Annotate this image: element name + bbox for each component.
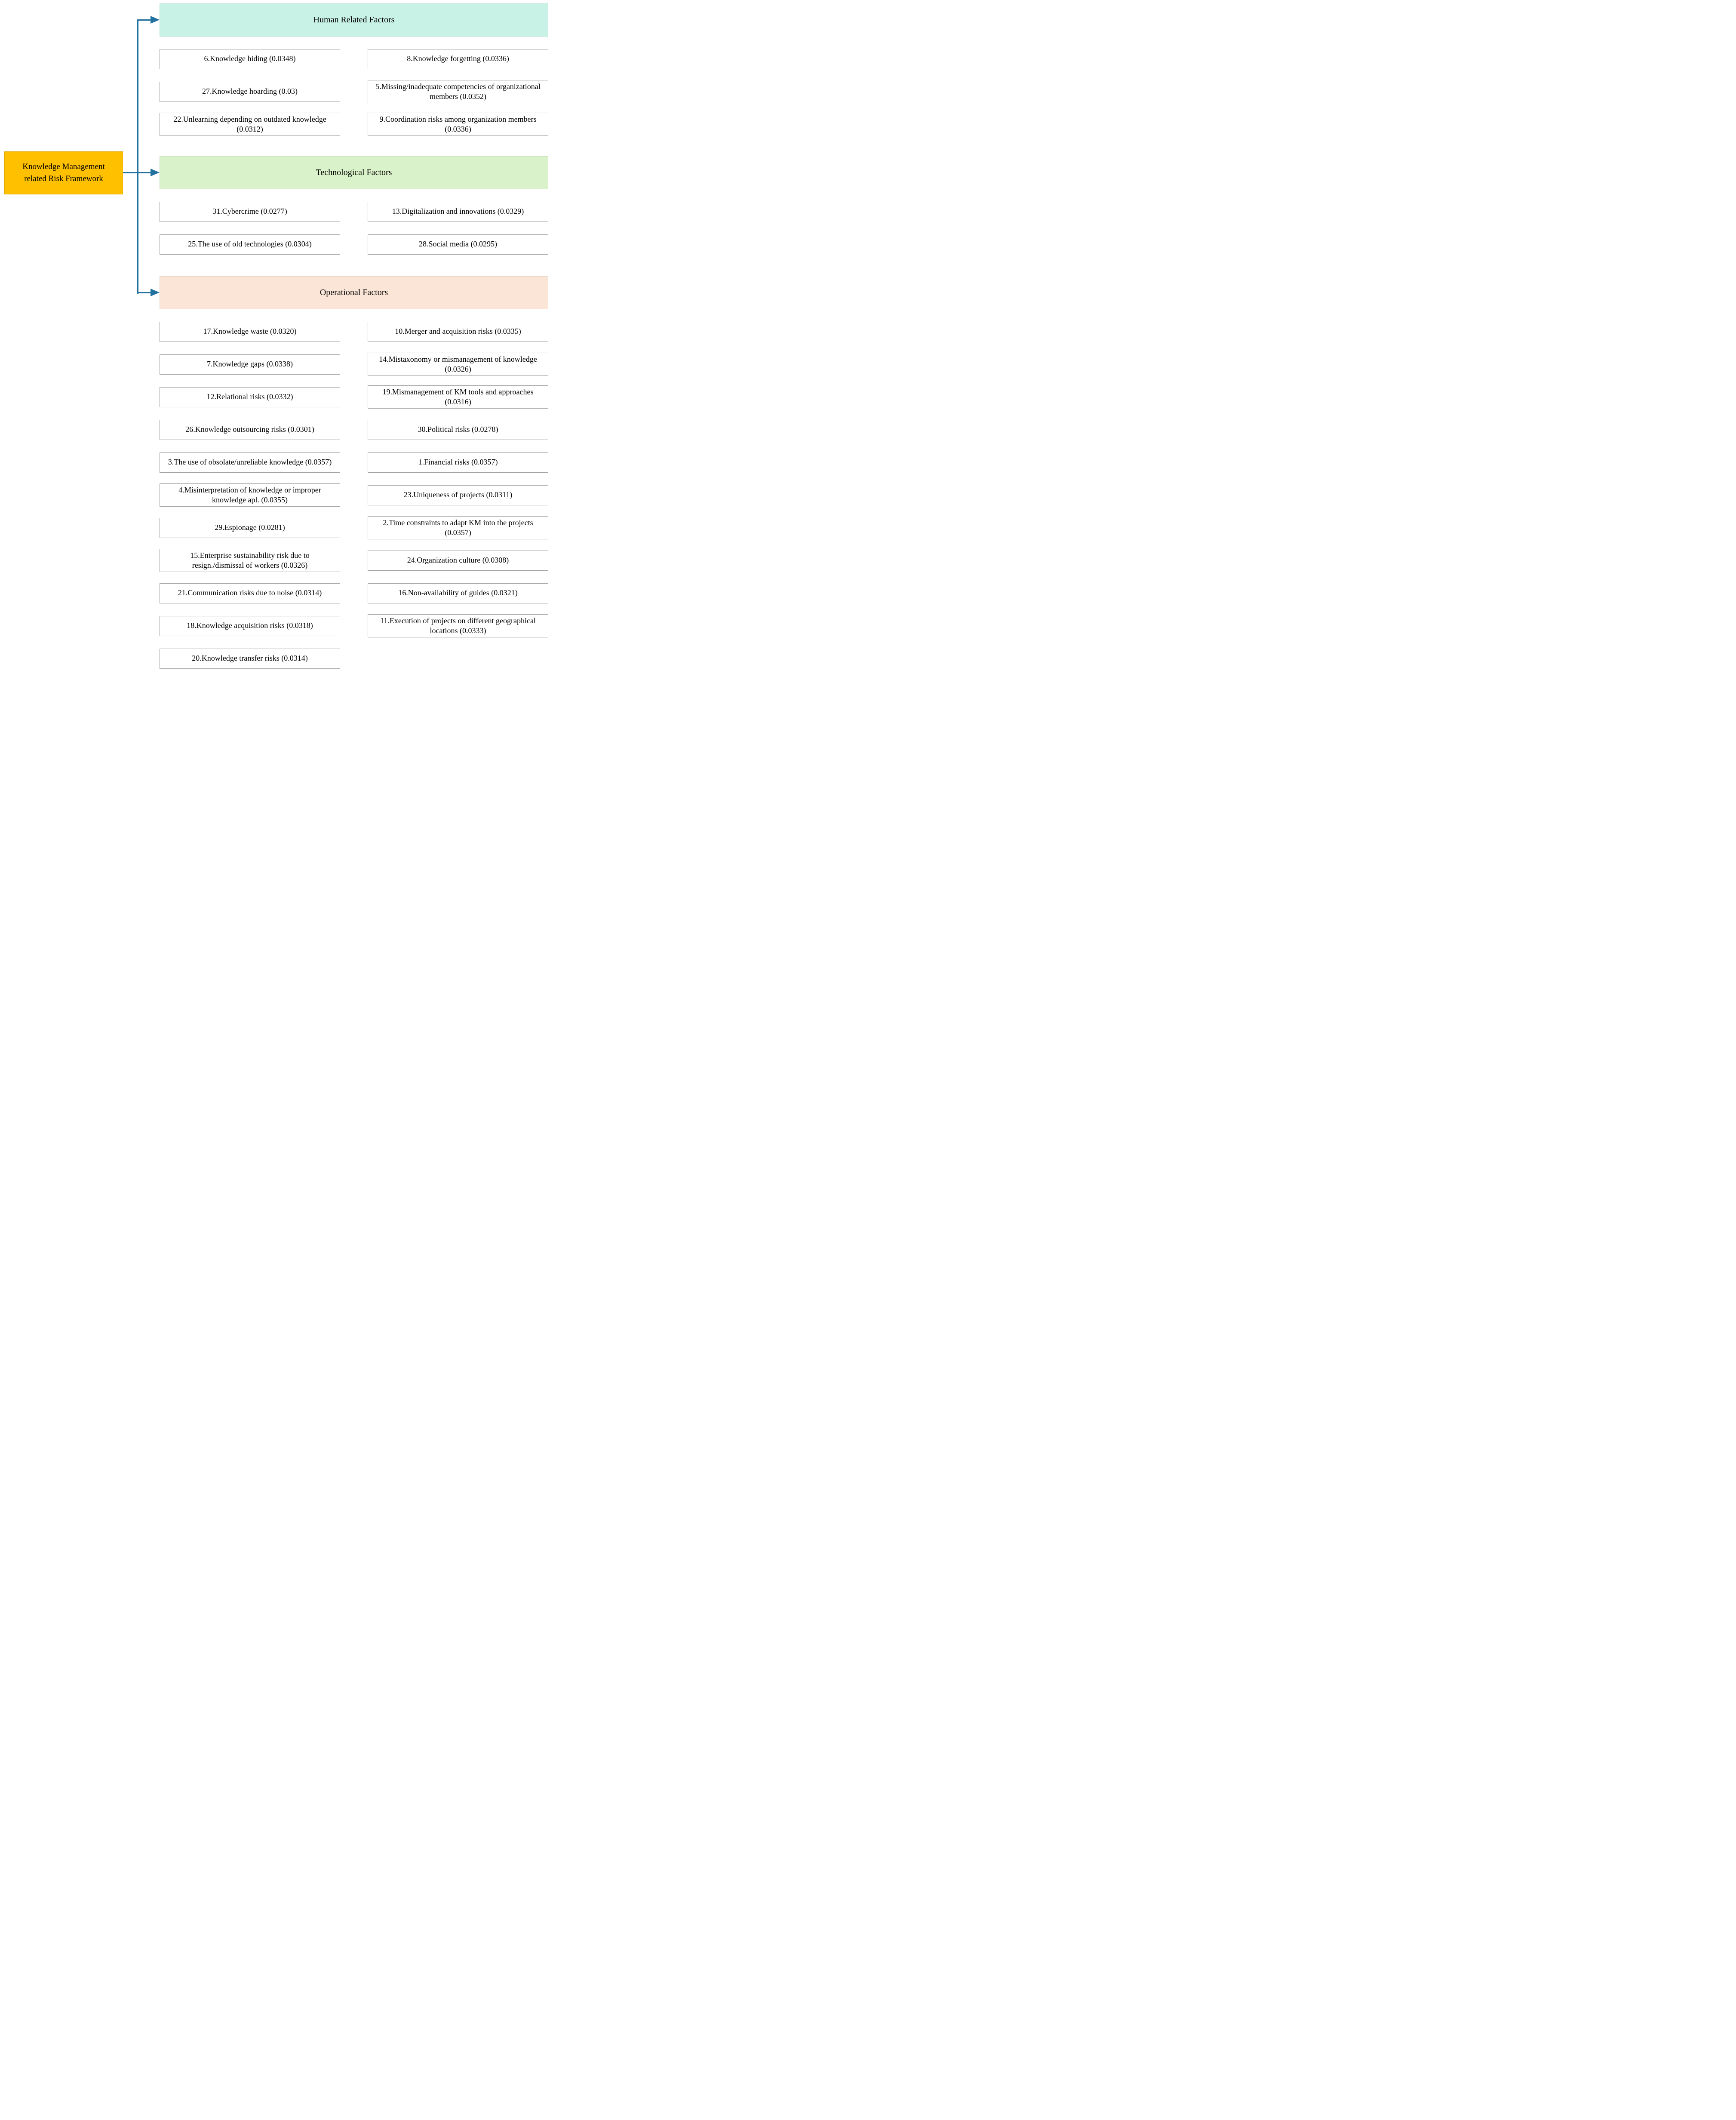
section-operational — [160, 276, 548, 675]
risk-item-slot — [160, 642, 340, 675]
risk-item: 30.Political risks (0.0278) — [368, 420, 548, 440]
risk-item-slot — [368, 609, 548, 642]
section-header-human — [160, 3, 548, 37]
risk-item-slot — [368, 75, 548, 108]
risk-item-slot — [160, 381, 340, 413]
risk-item-slot — [160, 511, 340, 544]
risk-item-slot — [368, 381, 548, 413]
arrowhead-operational-icon — [151, 289, 160, 296]
column-right — [368, 315, 548, 675]
root-label: Knowledge Management related Risk Framework — [22, 162, 105, 183]
risk-item-slot — [368, 43, 548, 75]
risk-item-slot — [368, 348, 548, 381]
section-body-technological — [160, 195, 548, 261]
connector-trunk — [137, 19, 138, 294]
risk-item: 22.Unlearning depending on outdated knowledge (0.0312) — [160, 113, 340, 136]
risk-item: 24.Organization culture (0.0308) — [368, 551, 548, 571]
risk-item-slot — [368, 315, 548, 348]
connector-branch-operational — [138, 292, 151, 293]
risk-item: 21.Communication risks due to noise (0.0314) — [160, 583, 340, 603]
risk-item-slot — [160, 577, 340, 609]
risk-item-slot — [160, 43, 340, 75]
risk-item: 28.Social media (0.0295) — [368, 234, 548, 255]
risk-item-slot — [368, 195, 548, 228]
risk-item-slot — [160, 413, 340, 446]
risk-item-slot — [160, 195, 340, 228]
section-title-technological: Technological Factors — [316, 168, 392, 177]
risk-item: 11.Execution of projects on different geographical locations (0.0333) — [368, 614, 548, 638]
section-technological — [160, 156, 548, 261]
risk-item: 4.Misinterpretation of knowledge or improper knowledge apl. (0.0355) — [160, 483, 340, 507]
column-left — [160, 315, 340, 675]
risk-item: 1.Financial risks (0.0357) — [368, 452, 548, 473]
arrowhead-technological-icon — [151, 169, 160, 176]
risk-item: 14.Mistaxonomy or mismanagement of knowledge (0.0326) — [368, 353, 548, 376]
risk-item: 19.Mismanagement of KM tools and approaches (0.0316) — [368, 385, 548, 409]
risk-item: 31.Cybercrime (0.0277) — [160, 202, 340, 222]
section-title-operational: Operational Factors — [320, 288, 388, 297]
risk-item: 6.Knowledge hiding (0.0348) — [160, 49, 340, 69]
risk-item: 16.Non-availability of guides (0.0321) — [368, 583, 548, 603]
risk-item-slot — [368, 544, 548, 577]
section-body-human — [160, 43, 548, 141]
section-human — [160, 3, 548, 141]
risk-item: 9.Coordination risks among organization members (0.0336) — [368, 113, 548, 136]
risk-item-slot — [160, 446, 340, 479]
section-header-technological — [160, 156, 548, 189]
risk-item: 7.Knowledge gaps (0.0338) — [160, 354, 340, 375]
section-header-operational — [160, 276, 548, 309]
column-right — [368, 43, 548, 141]
risk-item-slot — [160, 479, 340, 511]
risk-item-slot — [368, 479, 548, 511]
risk-item: 25.The use of old technologies (0.0304) — [160, 234, 340, 255]
column-left — [160, 195, 340, 261]
risk-item-slot — [160, 315, 340, 348]
risk-item: 27.Knowledge hoarding (0.03) — [160, 82, 340, 102]
risk-item-slot — [160, 228, 340, 261]
column-right — [368, 195, 548, 261]
column-left — [160, 43, 340, 141]
risk-item-slot — [368, 511, 548, 544]
risk-item: 3.The use of obsolate/unreliable knowledge (0.0357) — [160, 452, 340, 473]
risk-item: 2.Time constraints to adapt KM into the projects (0.0357) — [368, 516, 548, 540]
risk-item: 12.Relational risks (0.0332) — [160, 387, 340, 407]
risk-item: 20.Knowledge transfer risks (0.0314) — [160, 649, 340, 669]
risk-item-slot — [368, 108, 548, 141]
risk-item: 29.Espionage (0.0281) — [160, 518, 340, 538]
arrowhead-human-icon — [151, 16, 160, 24]
risk-item-slot — [160, 75, 340, 108]
risk-item-slot — [368, 228, 548, 261]
risk-item-slot — [160, 609, 340, 642]
risk-item-slot — [368, 413, 548, 446]
risk-item: 8.Knowledge forgetting (0.0336) — [368, 49, 548, 69]
risk-item: 17.Knowledge waste (0.0320) — [160, 322, 340, 342]
diagram-canvas — [0, 0, 556, 680]
risk-item: 23.Uniqueness of projects (0.0311) — [368, 485, 548, 505]
connector-branch-human — [138, 19, 151, 21]
risk-item-slot — [160, 348, 340, 381]
risk-item: 18.Knowledge acquisition risks (0.0318) — [160, 616, 340, 636]
risk-item-slot — [160, 544, 340, 577]
risk-item: 5.Missing/inadequate competencies of organizational members (0.0352) — [368, 80, 548, 104]
risk-item-slot — [368, 446, 548, 479]
risk-item-slot — [368, 577, 548, 609]
risk-item: 10.Merger and acquisition risks (0.0335) — [368, 322, 548, 342]
risk-item: 15.Enterprise sustainability risk due to resign./dismissal of workers (0.0326) — [160, 549, 340, 572]
risk-item: 26.Knowledge outsourcing risks (0.0301) — [160, 420, 340, 440]
section-body-operational — [160, 315, 548, 675]
root-node — [4, 151, 123, 194]
section-title-human: Human Related Factors — [313, 15, 395, 25]
risk-item-slot — [160, 108, 340, 141]
risk-item: 13.Digitalization and innovations (0.0329) — [368, 202, 548, 222]
sections-container — [160, 3, 548, 680]
